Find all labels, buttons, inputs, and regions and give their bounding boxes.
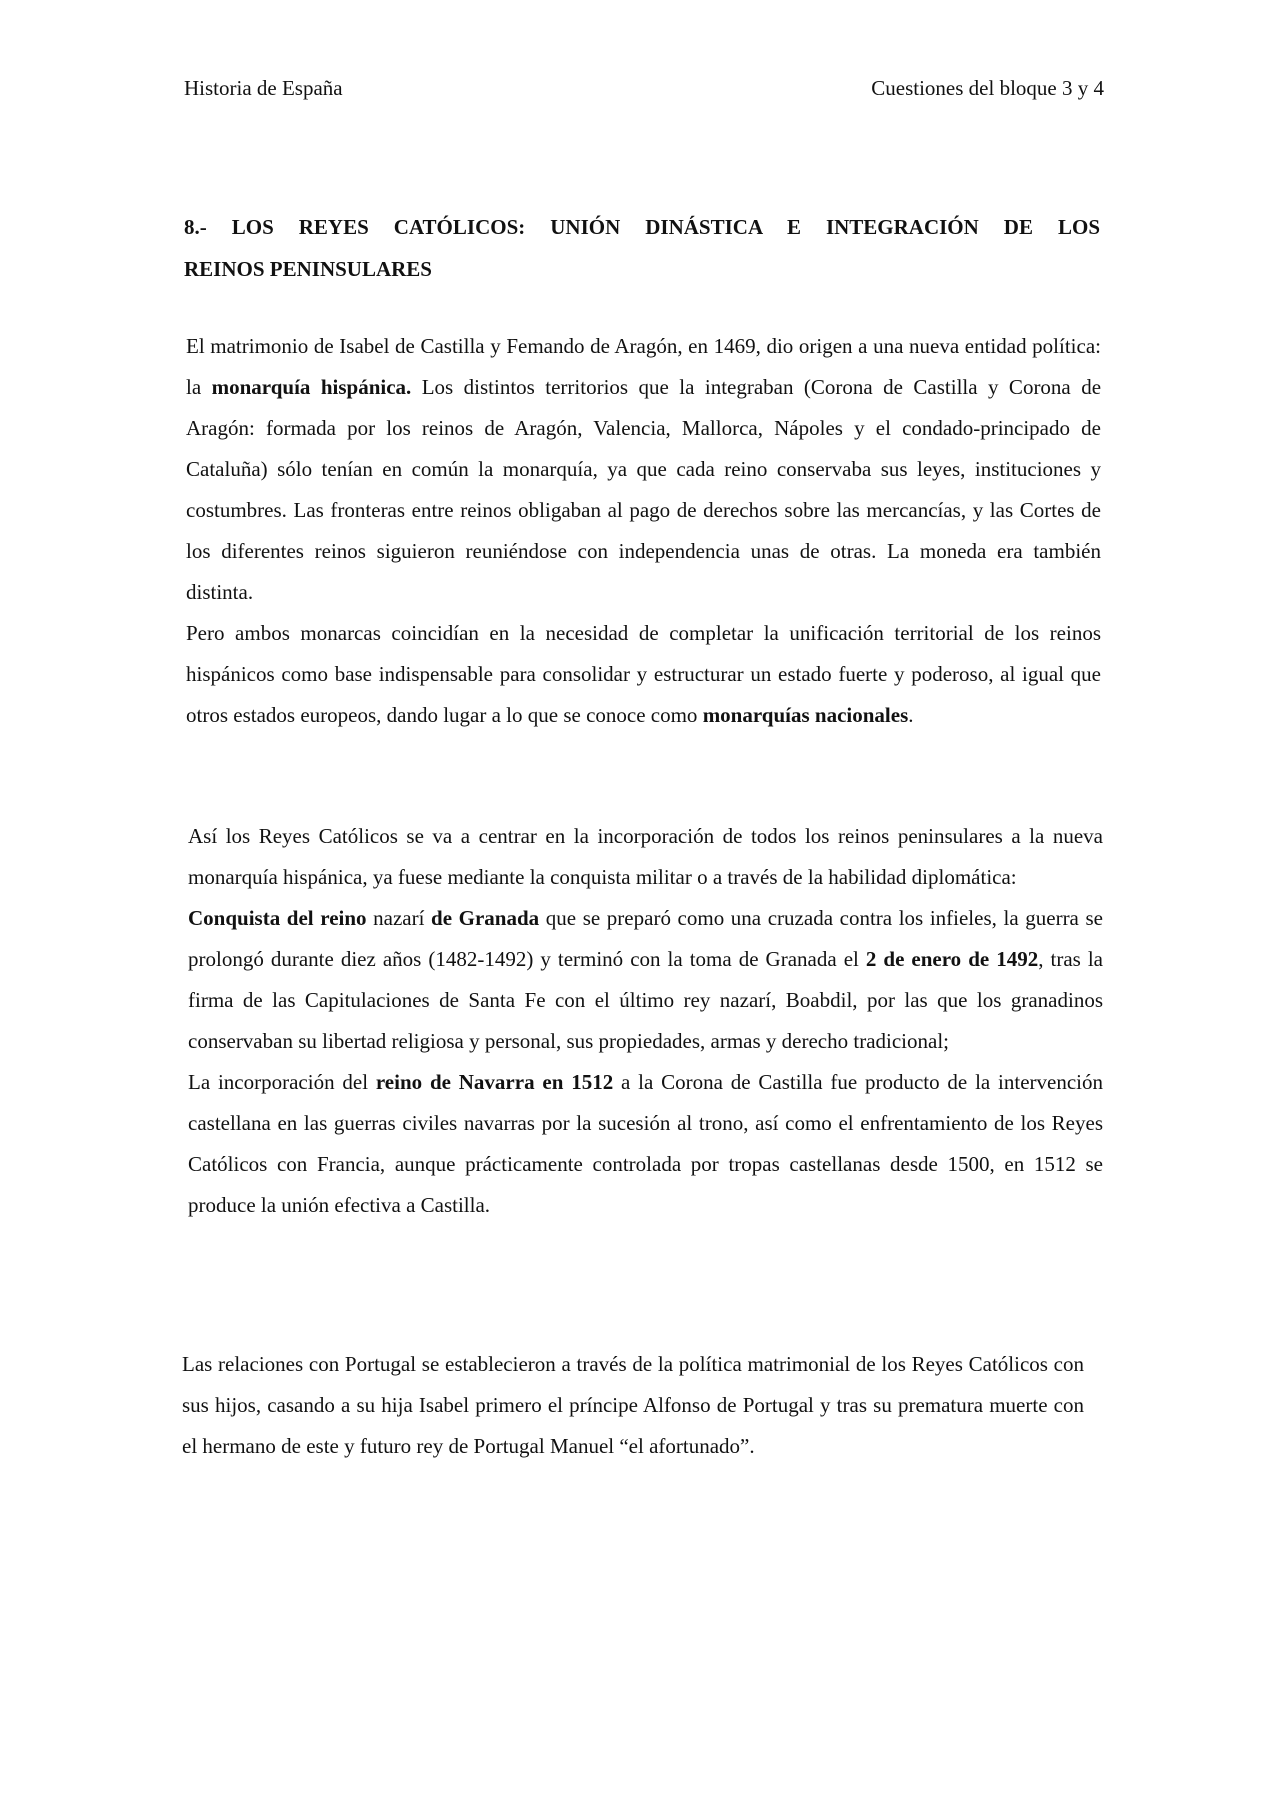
paragraph-text: Pero ambos monarcas coincidían en la necesidad de completar la unificación territorial de los reinos hispánicos como base indispensable para consolidar y estructurar un estado fuerte y poderoso, al igual que otros estados europeos, dando lugar a lo que se conoce como xyxy=(186,621,1101,727)
paragraph-block-3 xyxy=(182,1344,1084,1467)
paragraph-text: , tras la firma de las Capitulaciones de Santa Fe con el último rey nazarí, Boabdil, por las que los granadinos conservaban su libertad religiosa y personal, sus propiedades, armas y derecho tradicional; xyxy=(188,947,1103,1053)
bold-date: 2 de enero de 1492 xyxy=(865,947,1039,971)
paragraph-text: . xyxy=(908,703,914,727)
paragraph-text: Los distintos territorios que la integraban (Corona de Castilla y Corona de Aragón: formada por los reinos de Aragón, Valencia, Mallorca, Nápoles y el condado-principado de Cataluña) sólo tenían en común la monarquía, ya que cada reino conservaba sus leyes, instituciones y costumbres. Las fronteras entre reinos obligaban al pago de derechos sobre las mercancías, y las Cortes de los diferentes reinos siguieron reuniéndose con independencia unas de otras. La moneda era también distinta. xyxy=(186,375,1102,604)
paragraph-text: que se preparó como una cruzada contra los infieles, la guerra se prolongó durante diez años (1482-1492) y terminó con la toma de Granada el xyxy=(188,906,1103,971)
bold-date: en 1512 xyxy=(542,1070,614,1094)
bold-term: monarquías nacionales xyxy=(702,703,909,727)
paragraph-text: La incorporación del xyxy=(188,1070,376,1094)
paragraph-unification xyxy=(186,613,1101,736)
paragraph-portugal: Las relaciones con Portugal se establecieron a través de la política matrimonial de los Reyes Católicos con sus hijos, casando a su hija Isabel primero el príncipe Alfonso de Portugal y tras su prematura muerte con el hermano de este y futuro rey de Portugal Manuel “el afortunado”. xyxy=(182,1352,1084,1458)
bold-term: de Granada xyxy=(431,906,540,930)
paragraph-incorporation: Así los Reyes Católicos se va a centrar en la incorporación de todos los reinos peninsulares a la nueva monarquía hispánica, ya fuese mediante la conquista militar o a través de la habilidad diplomática: xyxy=(188,824,1103,889)
paragraph-text: a la Corona de Castilla fue producto de la intervención castellana en las guerras civiles navarras por la sucesión al trono, así como el enfrentamiento de los Reyes Católicos con Francia, aunque prácticamente controlada por tropas castellanas desde 1500, en 1512 se produce la unión efectiva a Castilla. xyxy=(188,1070,1103,1217)
bold-term: reino de Navarra xyxy=(375,1070,535,1094)
paragraph-navarra xyxy=(188,1062,1103,1226)
header-subject: Historia de España xyxy=(184,76,343,100)
paragraph-block-1 xyxy=(186,326,1101,736)
paragraph-text: El matrimonio de Isabel de Castilla y Femando de Aragón, en 1469, dio origen a una nueva entidad política: la xyxy=(186,334,1101,399)
paragraph-block-2 xyxy=(188,816,1103,1226)
section-title xyxy=(184,206,1100,290)
bold-term: Conquista del reino xyxy=(188,906,367,930)
paragraph-marriage xyxy=(186,326,1101,613)
paragraph-text: nazarí xyxy=(366,906,432,930)
header-section: Cuestiones del bloque 3 y 4 xyxy=(871,76,1104,100)
bold-term: monarquía hispánica. xyxy=(211,375,412,399)
paragraph-granada xyxy=(188,898,1103,1062)
section-title-line-2: REINOS PENINSULARES xyxy=(184,257,432,281)
section-title-line-1: 8.- LOS REYES CATÓLICOS: UNIÓN DINÁSTICA E INTEGRACIÓN DE LOS xyxy=(184,215,1100,239)
